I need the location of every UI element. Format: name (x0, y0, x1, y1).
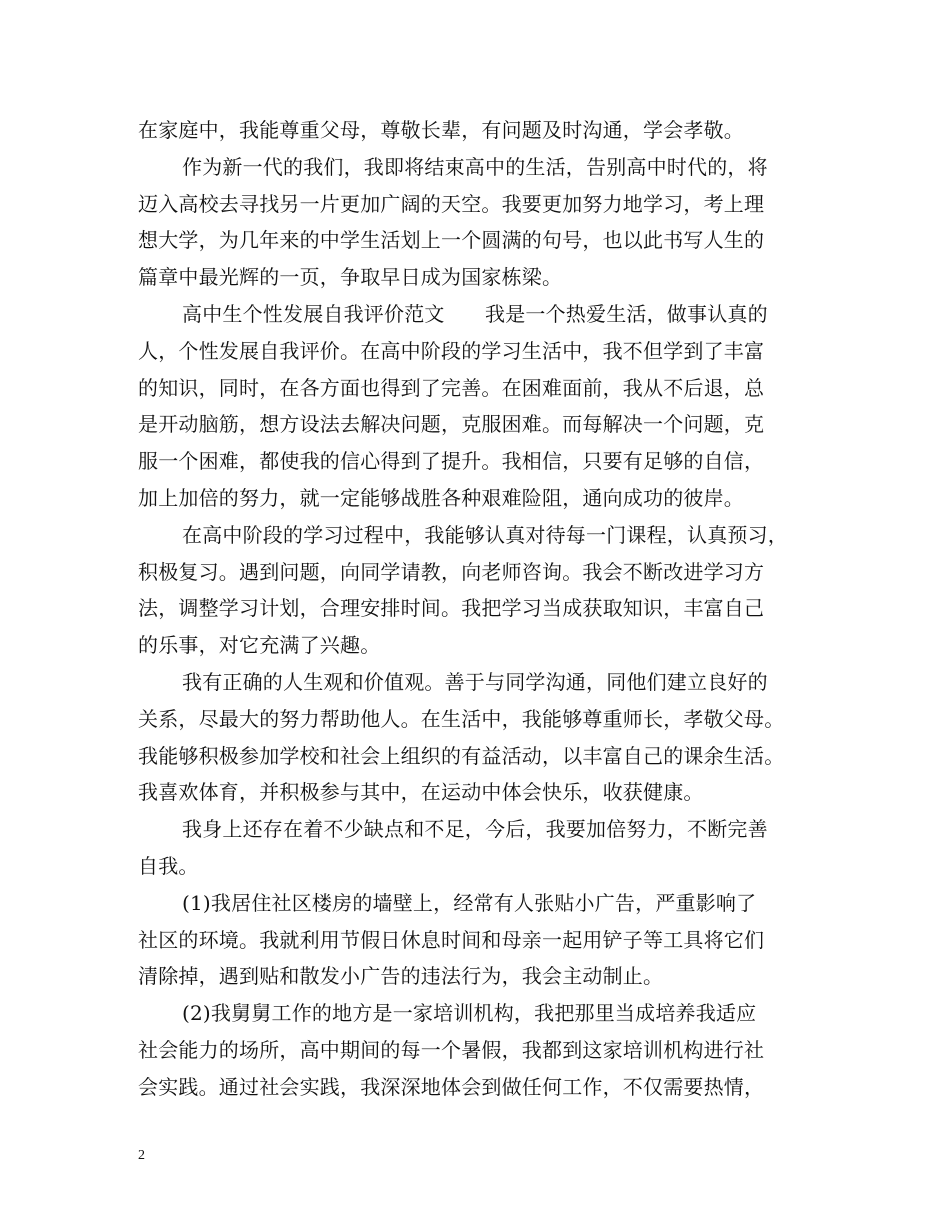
text-line: 迈入高校去寻找另一片更加广阔的天空。我要更加努力地学习，考上理 (138, 191, 765, 216)
text-line: 在家庭中，我能尊重父母，尊敬长辈，有问题及时沟通，学会孝敬。 (138, 118, 744, 142)
text-line: 加上加倍的努力，就一定能够战胜各种艰难险阻，通向成功的彼岸。 (138, 485, 744, 510)
text-line: 我能够积极参加学校和社会上组织的有益活动，以丰富自己的课余生活。 (138, 743, 785, 768)
text-line: 社区的环境。我就利用节假日休息时间和母亲一起用铲子等工具将它们 (138, 927, 765, 952)
text-line: 高中生个性发展自我评价范文 我是一个热爱生活，做事认真的 (182, 301, 768, 326)
text-line: 法，调整学习计划，合理安排时间。我把学习当成获取知识，丰富自己 (138, 596, 765, 621)
text-line: 自我。 (138, 853, 199, 878)
text-line: 是开动脑筋，想方设法去解决问题，克服困难。而每解决一个问题，克 (138, 412, 765, 437)
text-line: 篇章中最光辉的一页，争取早日成为国家栋梁。 (138, 265, 563, 290)
text-line: 服一个困难，都使我的信心得到了提升。我相信，只要有足够的自信， (138, 449, 765, 474)
text-line: 关系，尽最大的努力帮助他人。在生活中，我能够尊重师长，孝敬父母。 (138, 706, 785, 731)
text-line: 社会能力的场所，高中期间的每一个暑假，我都到这家培训机构进行社 (138, 1037, 765, 1062)
text-line: 我有正确的人生观和价值观。善于与同学沟通，同他们建立良好的 (182, 669, 768, 694)
text-line: 清除掉，遇到贴和散发小广告的违法行为，我会主动制止。 (138, 964, 664, 989)
text-line: (1)我居住社区楼房的墙壁上，经常有人张贴小广告，严重影响了 (182, 890, 757, 915)
text-line: (2)我舅舅工作的地方是一家培训机构，我把那里当成培养我适应 (182, 1001, 757, 1026)
text-line: 在高中阶段的学习过程中，我能够认真对待每一门课程，认真预习， (182, 522, 788, 547)
text-line: 积极复习。遇到问题，向同学请教，向老师咨询。我会不断改进学习方 (138, 559, 765, 584)
text-line: 想大学，为几年来的中学生活划上一个圆满的句号，也以此书写人生的 (138, 228, 765, 253)
text-line: 的乐事，对它充满了兴趣。 (138, 633, 381, 658)
text-line: 的知识，同时，在各方面也得到了完善。在困难面前，我从不后退，总 (138, 375, 765, 400)
text-line: 人，个性发展自我评价。在高中阶段的学习生活中，我不但学到了丰富 (138, 338, 765, 363)
document-body (138, 112, 828, 1106)
page-number: 2 (138, 1148, 145, 1163)
text-line: 作为新一代的我们，我即将结束高中的生活，告别高中时代的，将 (182, 154, 768, 179)
text-line: 我身上还存在着不少缺点和不足，今后，我要加倍努力，不断完善 (182, 817, 768, 842)
text-line: 我喜欢体育，并积极参与其中，在运动中体会快乐，收获健康。 (138, 780, 704, 805)
text-line: 会实践。通过社会实践，我深深地体会到做任何工作，不仅需要热情， (138, 1074, 765, 1099)
